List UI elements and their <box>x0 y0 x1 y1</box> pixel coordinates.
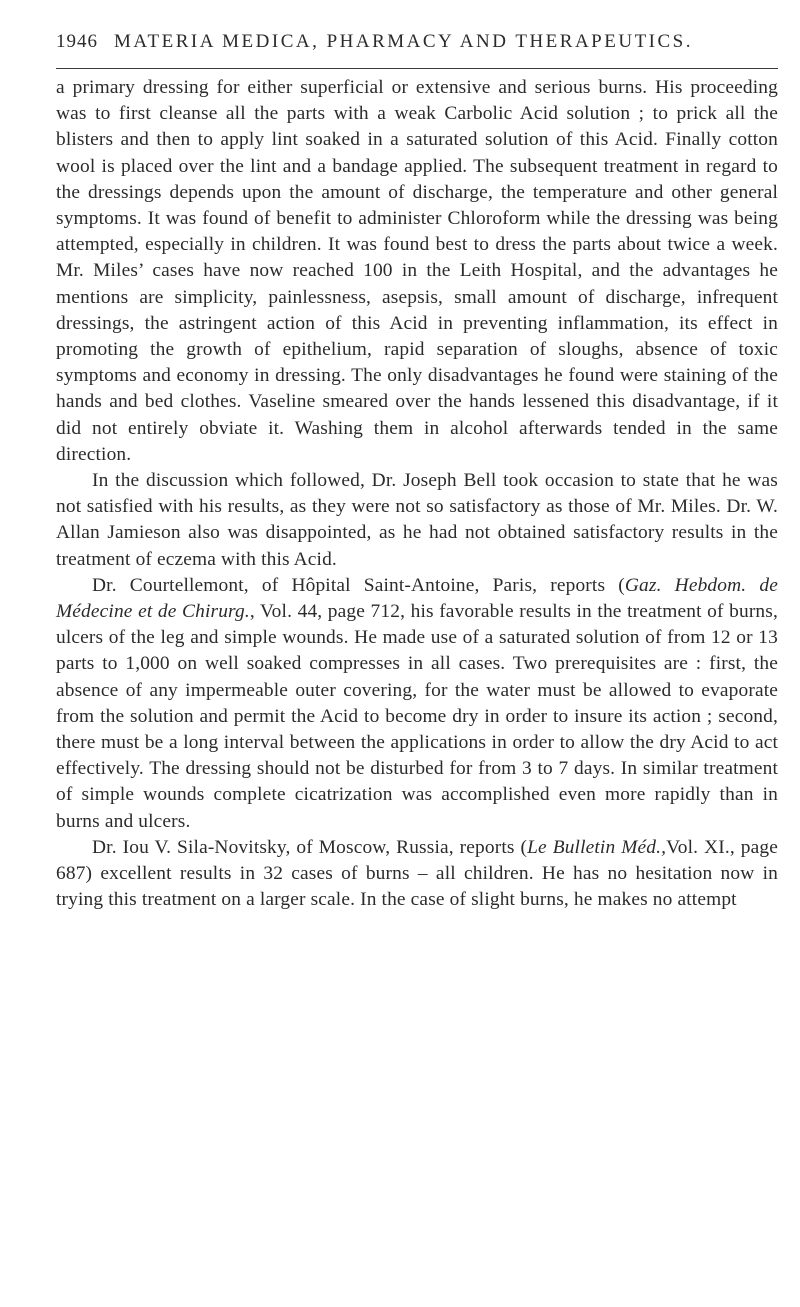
body-text <box>56 75 778 914</box>
paragraph-continued: a primary dressing for either superficial or extensive and serious burns. His proceeding was to first cleanse all the parts with a weak Carbolic Acid solution ; to prick all the blisters and then to apply lint soaked in a saturated solution of this Acid. Finally cotton wool is placed over the lint and a bandage applied. The subsequent treatment in regard to the dressings depends upon the amount of discharge, the temperature and other general symptoms. It was found of benefit to administer Chloroform while the dressing was being attempted, especially in children. It was found best to dress the parts about twice a week. Mr. Miles’ cases have now reached 100 in the Leith Hospital, and the advantages he mentions are simplicity, painlessness, asepsis, small amount of discharge, infrequent dressings, the astringent action of this Acid in preventing inflammation, its effect in promoting the growth of epithelium, rapid separation of sloughs, absence of toxic symptoms and economy in dressing. The only disadvantages he found were staining of the hands and bed clothes. Vaseline smeared over the hands lessened this disadvantage, if it did not entirely obviate it. Washing them in alcohol afterwards tended in the same direction. <box>56 77 778 465</box>
paragraph-text: Dr. Courtellemont, of Hôpital Saint-Antoine, Paris, reports ( <box>92 574 625 596</box>
paragraph-text: , Vol. 44, page 712, his favorable results in the treatment of burns, ulcers of the leg and simple wounds. He made use of a saturated solution of from 12 or 13 parts to 1,000 on well soaked compresses in all cases. Two prerequisites are : first, the absence of any impermeable outer covering, for the water must be allowed to evaporate from the solution and permit the Acid to become dry in order to insure its action ; second, there must be a long interval between the applications in order to allow the dry Acid to act effectively. The dressing should not be disturbed for from 3 to 7 days. In similar treatment of simple wounds complete cicatrization was accomplished even more rapidly than in burns and ulcers. <box>56 601 778 832</box>
running-title: MATERIA MEDICA, PHARMACY AND THERAPEUTICS. <box>114 31 693 52</box>
running-head <box>56 30 778 54</box>
paragraph-text: Vol. XI., page 687) excellent results in 32 cases of burns – all children. He has no hesitation now in trying this treatment on a larger scale. In the case of slight burns, he makes no attempt <box>56 836 778 911</box>
paragraph-discussion: In the discussion which followed, Dr. Joseph Bell took occasion to state that he was not satisfied with his results, as they were not so satisfactory as those of Mr. Miles. Dr. W. Allan Jamieson also was disappointed, as he had not obtained satisfactory results in the treatment of eczema with this Acid. <box>56 470 778 570</box>
book-page <box>56 30 778 914</box>
page-number: 1946 <box>56 31 98 52</box>
journal-citation: Gaz. Hebdom. de Médecine et de Chirurg. <box>56 574 778 623</box>
paragraph-text: Dr. Iou V. Sila-Novitsky, of Moscow, Russia, reports ( <box>92 836 528 858</box>
header-rule <box>56 68 778 69</box>
journal-citation: Le Bulletin Méd., <box>527 836 667 858</box>
paragraph-sila-novitsky <box>56 835 778 914</box>
paragraph-courtellemont <box>56 573 778 835</box>
